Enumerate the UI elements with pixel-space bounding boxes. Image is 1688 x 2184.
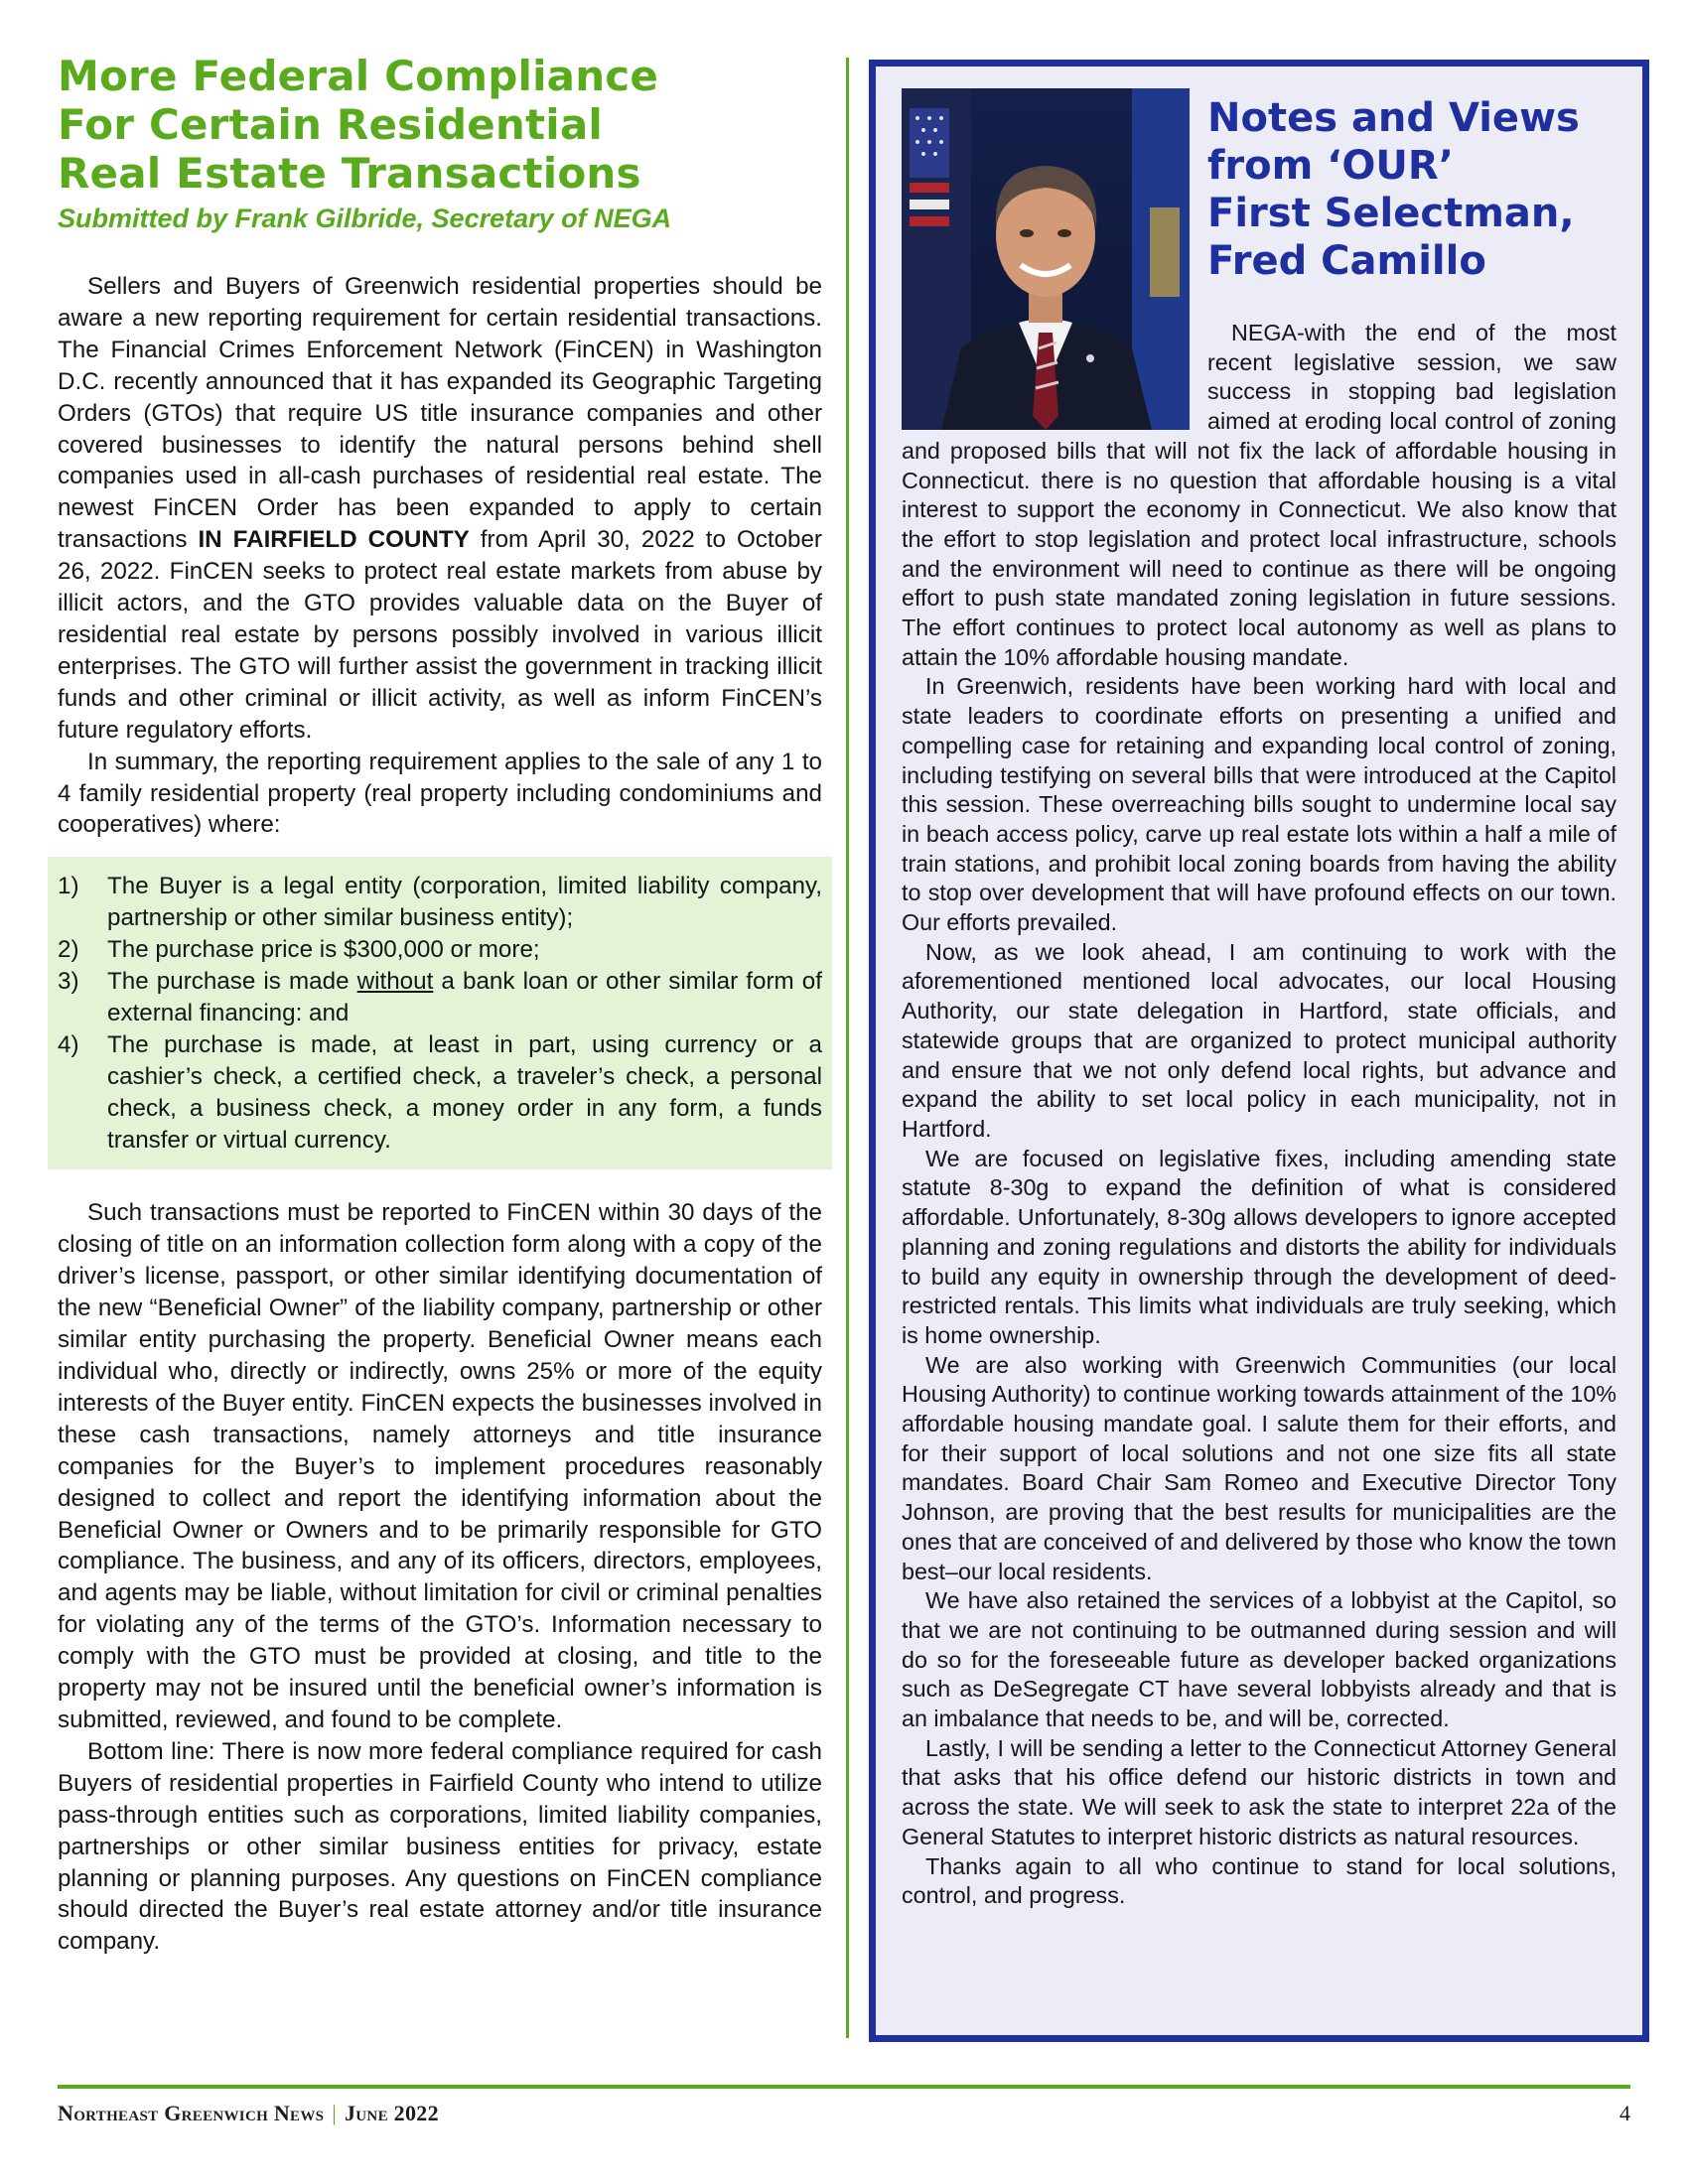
list-text — [107, 966, 822, 1029]
list-item — [58, 966, 822, 1029]
article-outro — [58, 1197, 822, 1958]
publication-name: Northeast Greenwich News — [58, 2101, 325, 2125]
paragraph: We are focused on legislative fixes, including amending state statute 8-30g to expand the definition of what is considered affordable. Unfortunately, 8-30g allows developers to ignore accepted planning and zoning regulations and distorts the ability for individuals to build any equity in ownership through the development of deed- restricted rentals. This limits what individuals are truly seeking, which is home ownership. — [902, 1145, 1617, 1348]
list-number: 3) — [58, 968, 79, 996]
title-line: Notes and Views — [1207, 95, 1580, 141]
paragraph: Bottom line: There is now more federal compliance required for cash Buyers of residential properties in Fairfield County who intend to utilize pass-through entities such as corporations, limited liability companies, partnerships or other similar business entities for privacy, estate planning or planning purposes. Any questions on FinCEN compliance should directed the Buyer’s real estate attorney and/or title insurance company. — [58, 1737, 822, 1956]
paragraph: NEGA-with the end of the most recent legislative session, we saw success in stopping bad legislation aimed at eroding local control of zoning and proposed bills that will not fix the lack of affordable housing in Connecticut. there is no question that affordable housing is a vital interest to support the economy in Connecticut. We also know that the effort to stop legislation and protect local infrastructure, schools and the environment will need to continue as there will be ongoing effort to push state mandated zoning legislation in future sessions. The effort continues to protect local autonomy as well as plans to attain the 10% affordable housing mandate. — [902, 320, 1617, 670]
list-number: 2) — [58, 936, 79, 964]
notes-body — [902, 319, 1617, 1911]
list-item — [58, 871, 822, 934]
paragraph-text: from April 30, 2022 to October 26, 2022. FinCEN seeks to protect real estate markets from abuse by illicit actors, and the GTO provides valuable data on the Buyer of residential real estate by persons possibly involved in various illicit enterprises. The GTO will further assist the government in tracking illicit funds and other criminal or illicit activity, as well as inform FinCEN’s future regulatory efforts. — [58, 526, 822, 744]
title-line: from ‘OUR’ — [1207, 143, 1454, 189]
list-number: 4) — [58, 1030, 79, 1058]
article-headline — [58, 52, 822, 198]
issue-date: June 2022 — [345, 2101, 439, 2125]
title-line: Fred Camillo — [1207, 238, 1486, 284]
footer-rule — [58, 2085, 1630, 2089]
list-text: The purchase is made, at least in part, using currency or a cashier’s check, a certified check, a traveler’s check, a personal check, a business check, a money order in any form, a funds transfer or virtual currency. — [107, 1030, 822, 1154]
list-text: The Buyer is a legal entity (corporation, limited liability company, partnership or other similar business entity); — [107, 873, 822, 932]
paragraph-text: Sellers and Buyers of Greenwich residential properties should be aware a new reporting requirement for certain residential transactions. The Financial Crimes Enforcement Network (FinCEN) in Washington D.C. recently announced that it has expanded its Geographic Targeting Orders (GTOs) that require US title insurance companies and other covered businesses to identify the natural persons behind shell companies used in all-cash purchases of residential real estate. The newest FinCEN Order has been expanded to apply to certain transactions — [58, 273, 822, 554]
headline-line: More Federal Compliance — [58, 52, 659, 100]
emphasis-text: IN FAIRFIELD COUNTY — [198, 526, 470, 554]
headline-line: For Certain Residential — [58, 100, 604, 149]
title-line: First Selectman, — [1207, 191, 1575, 236]
article-byline: Submitted by Frank Gilbride, Secretary of NEGA — [58, 204, 672, 233]
article-intro — [58, 271, 822, 841]
list-number: 1) — [58, 873, 79, 900]
paragraph: We are also working with Greenwich Communities (our local Housing Authority) to continue working towards attainment of the 10% affordable housing mandate goal. I salute them for their efforts, and for their support of local solutions and not one size fits all state mandates. Board Chair Sam Romeo and Executive Director Tony Johnson, are proving that the best results for municipalities are the ones that are conceived of and delivered by those who know the town best–our local residents. — [902, 1351, 1617, 1584]
portrait-photo — [902, 88, 1190, 430]
paragraph: In summary, the reporting requirement applies to the sale of any 1 to 4 family residential property (real property including condominiums and cooperatives) where: — [58, 748, 822, 839]
list-item — [58, 1029, 822, 1157]
paragraph: Such transactions must be reported to FinCEN within 30 days of the closing of title on an information collection form along with a copy of the driver’s license, passport, or other similar identifying documentation of the new “Beneficial Owner” of the liability company, partnership or other similar entity purchasing the property. Beneficial Owner means each individual who, directly or indirectly, owns 25% or more of the equity interests of the Buyer entity. FinCEN expects the businesses involved in these cash transactions, namely attorneys and title insurance companies for the Buyer’s to implement procedures reasonably designed to collect and report the identifying information about the Beneficial Owner or Owners and to be primarily responsible for GTO compliance. The business, and any of its officers, directors, employees, and agents may be liable, without limitation for civil or criminal penalties for violating any of the terms of the GTO’s. Information necessary to comply with the GTO must be provided at closing, and title to the property may not be insured until the beneficial owner’s information is submitted, reviewed, and found to be complete. — [58, 1199, 822, 1733]
criteria-list — [48, 857, 832, 1169]
paragraph: Thanks again to all who continue to stand for local solutions, control, and progress. — [902, 1852, 1617, 1909]
column-divider — [846, 58, 849, 2038]
paragraph: Now, as we look ahead, I am continuing to work with the aforementioned mentioned local advocates, our local Housing Authority, our state delegation in Hartford, state officials, and statewide groups that are organized to protect municipal authority and ensure that we not only defend local rights, but advance and expand the ability to set local policy in each municipality, not in Hartford. — [902, 938, 1617, 1142]
list-text-part: a bank loan or other similar form of external financing: and — [107, 968, 822, 1026]
list-item — [58, 934, 822, 966]
article-column — [58, 52, 822, 1958]
portrait-illustration — [902, 88, 1190, 430]
underlined-text: without — [356, 968, 434, 996]
notes-content — [902, 88, 1617, 1911]
page-number: 4 — [1619, 2101, 1630, 2125]
notes-box — [869, 60, 1649, 2042]
footer-publication — [58, 2101, 439, 2126]
footer-separator: | — [332, 2101, 337, 2125]
paragraph: We have also retained the services of a lobbyist at the Capitol, so that we are not continuing to be outmanned during session and will do so for the foreseeable future as developer backed organizations such as DeSegregate CT have several lobbyists already and that is an imbalance that needs to be, and will be, corrected. — [902, 1587, 1617, 1732]
headline-line: Real Estate Transactions — [58, 149, 641, 198]
paragraph: In Greenwich, residents have been working hard with local and state leaders to coordinate efforts on presenting a unified and compelling case for retaining and expanding local control of zoning, including testifying on several bills that were introduced at the Capitol this session. These overreaching bills sought to undermine local say in beach access policy, carve up real estate lots within a half a mile of train stations, and prohibit local zoning boards from having the ability to stop over development that will have profound effects on our town. Our efforts prevailed. — [902, 673, 1617, 936]
paragraph — [58, 271, 822, 747]
list-text-part: The purchase is made — [107, 968, 350, 996]
list-text: The purchase price is $300,000 or more; — [107, 936, 540, 964]
paragraph: Lastly, I will be sending a letter to the Connecticut Attorney General that asks that his office defend our historic districts in town and across the state. We will seek to ask the state to interpret 22a of the General Statutes to interpret historic districts as natural resources. — [902, 1734, 1617, 1849]
